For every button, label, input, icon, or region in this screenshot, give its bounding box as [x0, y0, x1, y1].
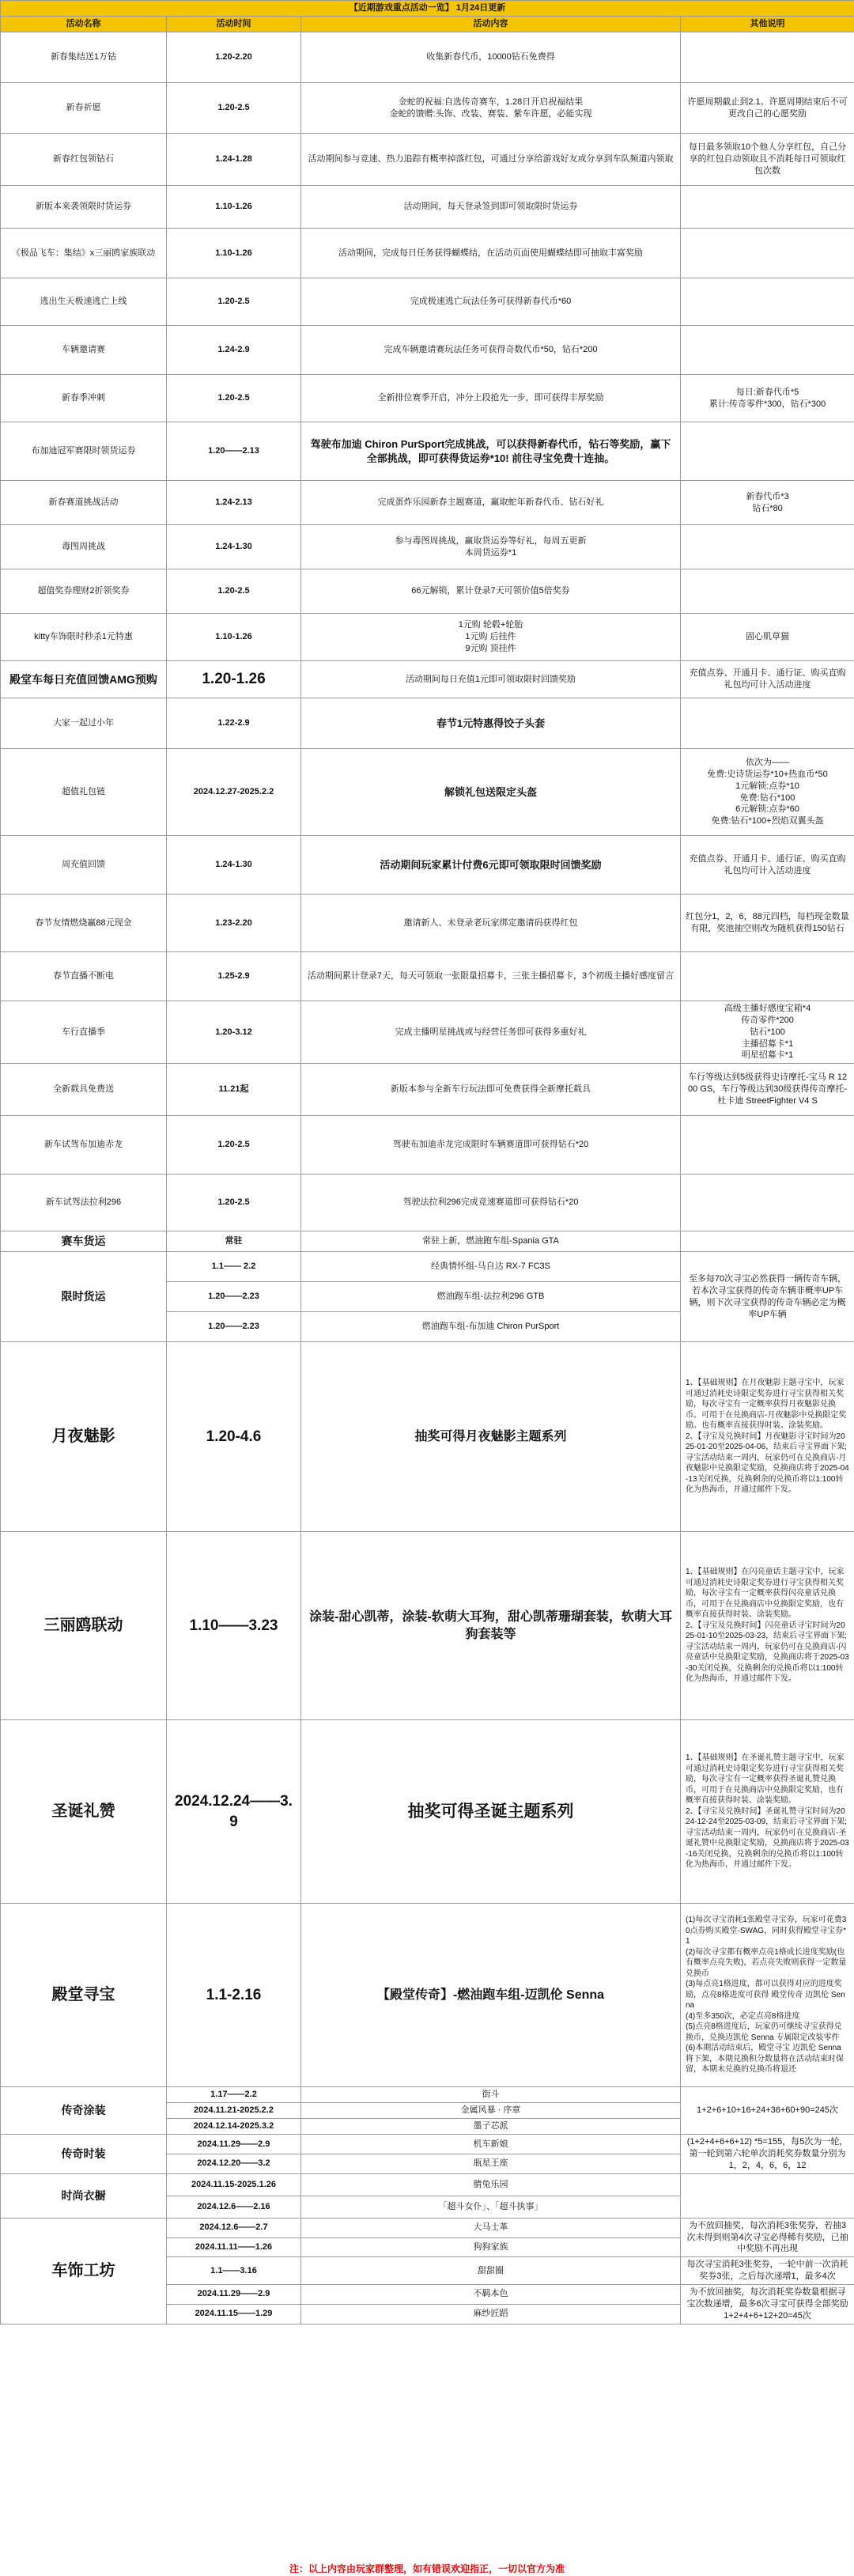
big-activity-note: (1)每次寻宝消耗1张殿堂寻宝券，玩家可花费30点券购买殿堂-SWAG，同时获得殿堂寻宝券*1 (2)每次寻宝都有概率点亮1格成长进度奖励(也有概率点亮失败)，若点亮失败则获得一定数量兑换币 (3)每点亮1格进度，都可以获得对应的进度奖励，点亮8格进度可获得 殿堂传奇 迈凯伦 Senna (4)至多350次，必定点亮8格进度 (5)点亮8格进度后，玩家仍可继续寻宝获得兑换币，兑换迈凯伦 Senna 专属限定改装零件 (6)本期活动结束后，殿堂寻宝 迈凯伦 Senna 将下架，本期兑换积分数量将在活动结束时保留，本期未兑换的兑换币将退还 [681, 1904, 854, 2087]
table-row [1, 186, 854, 229]
table-row [1, 229, 854, 278]
activity-note: 车行等级达到5级获得史诗摩托-宝马 R 1200 GS，车行等级达到30级获得传奇摩托-杜卡迪 StreetFighter V4 S [681, 1064, 854, 1116]
activity-time: 1.24-2.9 [167, 326, 301, 375]
table-row [1, 2087, 854, 2103]
table-row [1, 836, 854, 895]
big-activity-note: 1、【基础规则】在月夜魅影主题寻宝中，玩家可通过消耗史诗限定奖券进行寻宝获得相关奖励，每次寻宝有一定概率获得月夜魅影兑换币。可用于在兑换商店-月夜魅影中兑换限定奖励。也有概率直接获得时装、涂装奖励。 2、【寻宝及兑换时间】月夜魅影寻宝时间为2025-01-20至2025-04-06，结束后寻宝界面下架;寻宝活动结束一周内，玩家仍可在兑换商店-月夜魅影中兑换限定奖励，兑换商店将于2025-04-13关闭兑换，兑换剩余的兑换币将以1:100转化为热海币，并通过邮件下发。 [681, 1342, 854, 1532]
activity-content: 完成极速逃亡玩法任务可获得新春代币*60 [301, 278, 681, 326]
activity-content: 活动期间每日充值1元即可领取限时回馈奖励 [301, 661, 681, 698]
table-row [1, 661, 854, 698]
legend_hat-content: 瓶星王座 [301, 2154, 681, 2173]
deco_rows-content: 大马士革 [301, 2218, 681, 2237]
legend_rows-content: 金属风暴 · 序章 [301, 2103, 681, 2119]
table-row [1, 481, 854, 525]
deco_rows-time: 1.1——3.16 [167, 2257, 301, 2285]
legend_rows-note: 1+2+6+10+16+24+36+60+90=245次 [681, 2087, 854, 2135]
activity-content: 驾驶布加迪 Chiron PurSport完成挑战，可以获得新春代币，钻石等奖励，赢下全部挑战，即可获得货运券*10! 前往寻宝免费十连抽。 [301, 422, 681, 481]
table-row [1, 698, 854, 749]
activity-content: 春节1元特惠得饺子头套 [301, 698, 681, 749]
table-row [1, 1904, 854, 2087]
cargo-limited-content: 经典情怀组-马自达 RX-7 FC3S [301, 1252, 681, 1282]
table-row [1, 422, 854, 481]
big-activity-content: 抽奖可得月夜魅影主题系列 [301, 1342, 681, 1532]
table-row [1, 326, 854, 375]
table-row [1, 525, 854, 569]
table-row [1, 749, 854, 836]
cargo-always-content: 常驻上新，燃油跑车组-Spania GTA [301, 1231, 681, 1252]
activity-content: 活动期间参与竞速、热力追踪有概率掉落红包，可通过分享给游戏好友或分享到车队频道内领取 [301, 134, 681, 186]
deco_rows-note: 为不放回抽奖，每次消耗3张奖券，若抽3次未得到则第4次寻宝必得稀有奖励，已抽中奖励不再出现 [681, 2218, 854, 2257]
deco_rows-content: 狗狗家族 [301, 2237, 681, 2257]
activity-name: 新春集结送1万钻 [1, 32, 167, 83]
activity-content: 解锁礼包送限定头盔 [301, 749, 681, 836]
big-activity-time: 2024.12.24——3.9 [167, 1720, 301, 1904]
activity-name: 毒图周挑战 [1, 525, 167, 569]
big-activity-name: 三丽鸥联动 [1, 1532, 167, 1720]
activity-content: 1元购 轮毂+轮胎 1元购 后挂件 9元购 顶挂件 [301, 614, 681, 661]
activity-note: 依次为—— 免费:史诗货运券*10+热血币*50 1元解锁:点券*10 免费:钻石*100 6元解锁:点券*60 免费:钻石*100+烈焰双翼头盔 [681, 749, 854, 836]
activity-note [681, 952, 854, 1001]
activity-time: 2024.12.27-2025.2.2 [167, 749, 301, 836]
big-activity-note: 1、【基础规则】在闪亮童话主题寻宝中，玩家可通过消耗史诗限定奖券进行寻宝获得相关奖励，每次寻宝有一定概率获得闪亮童话兑换币，可用于在兑换商店中兑换限定奖励，也有概率直接获得时装、涂装奖励。 2、【寻宝及兑换时间】闪亮童话寻宝时间为2025-01-10至2025-03-23，结束后寻宝界面下架;寻宝活动结束一周内，玩家仍可在兑换商店-闪亮童话中兑换限定奖励，兑换商店将于2025-03-30关闭兑换，兑换剩余的兑换币将以1:100转化为热海币，并通过邮件下发。 [681, 1532, 854, 1720]
fashion_rows-name: 时尚衣橱 [1, 2173, 167, 2218]
activity-name: 新春季冲刺 [1, 375, 167, 422]
activity-content: 邀请新人、未登录老玩家绑定邀请码获得红包 [301, 895, 681, 952]
deco_rows-name: 车饰工坊 [1, 2218, 167, 2324]
activity-content: 驾驶法拉利296完成竞速赛道即可获得钻石*20 [301, 1175, 681, 1231]
activity-note [681, 278, 854, 326]
activity-content: 收集新春代币，10000钻石免费得 [301, 32, 681, 83]
col-header-name: 活动名称 [1, 17, 167, 32]
activity-time: 11.21起 [167, 1064, 301, 1116]
activity-name: 周充值回馈 [1, 836, 167, 895]
cargo-limited-time: 1.20——2.23 [167, 1282, 301, 1312]
table-row [1, 83, 854, 134]
deco_rows-time: 2024.11.29——2.9 [167, 2284, 301, 2304]
activity-time: 1.20-2.5 [167, 1116, 301, 1175]
activity-note [681, 32, 854, 83]
activity-time: 1.20——2.13 [167, 422, 301, 481]
activity-time: 1.25-2.9 [167, 952, 301, 1001]
cargo-always-name: 赛车货运 [1, 1231, 167, 1252]
legend_rows-name: 传奇涂装 [1, 2087, 167, 2135]
activity-time: 1.23-2.20 [167, 895, 301, 952]
activity-note: 每日最多领取10个他人分享红包，自己分享的红包自动领取且不消耗每日可领取红包次数 [681, 134, 854, 186]
activity-name: 车行直播季 [1, 1001, 167, 1064]
activity-time: 1.24-1.28 [167, 134, 301, 186]
cargo-limited-content: 燃油跑车组-法拉利296 GTB [301, 1282, 681, 1312]
activity-note: 充值点券、开通月卡、通行证、购买直购礼包均可计入活动进度 [681, 661, 854, 698]
activity-content: 活动期间累计登录7天，每天可领取一张限量招募卡，三张主播招募卡，3个初级主播好感度留言 [301, 952, 681, 1001]
deco_rows-content: 麻纱匠蹈 [301, 2304, 681, 2324]
legend_rows-time: 2024.11.21-2025.2.2 [167, 2103, 301, 2119]
table-row [1, 1720, 854, 1904]
activity-name: 殿堂车每日充值回馈AMG预购 [1, 661, 167, 698]
big-activity-note: 1、【基础规则】在圣诞礼赞主题寻宝中，玩家可通过消耗史诗限定奖券进行寻宝获得相关奖励，每次寻宝有一定概率获得圣诞礼赞兑换币，可用于在兑换商店中兑换限定奖励，也有概率直接获得时装、涂装奖励。 2、【寻宝及兑换时间】圣诞礼赞寻宝时间为2024-12-24至2025-03-09，结束后寻宝界面下架;寻宝活动结束一周内，玩家仍可在兑换商店-圣诞礼赞中兑换限定奖励，兑换商店将于2025-03-16关闭兑换，兑换剩余的兑换币将以1:100转化为热海币，并通过邮件下发。 [681, 1720, 854, 1904]
activity-name: kitty车饰限时秒杀1元特惠 [1, 614, 167, 661]
activity-name: 超值礼包链 [1, 749, 167, 836]
cargo-always-time: 常驻 [167, 1231, 301, 1252]
cargo-limited-name: 限时货运 [1, 1252, 167, 1342]
activity-note [681, 569, 854, 614]
table-row [1, 32, 854, 83]
activity-time: 1.20-2.20 [167, 32, 301, 83]
activity-content: 活动期间玩家累计付费6元即可领取限时回馈奖励 [301, 836, 681, 895]
activity-note [681, 1116, 854, 1175]
activity-time: 1.24-1.30 [167, 525, 301, 569]
legend_hat-content: 机车新娘 [301, 2135, 681, 2154]
table-row [1, 569, 854, 614]
activity-content: 驾驶布加迪赤龙完成限时车辆赛道即可获得钻石*20 [301, 1116, 681, 1175]
deco_rows-note: 每次寻宝消耗3张奖券，一轮中前一次消耗奖券3张，之后每次递增1，最多4次 [681, 2257, 854, 2285]
table-row [1, 614, 854, 661]
activity-note: 高级主播好感度宝箱*4 传奇零件*200 钻石*100 主播招募卡*1 明星招募卡*1 [681, 1001, 854, 1064]
activity-name: 逃出生天极速逃亡上线 [1, 278, 167, 326]
activity-time: 1.10-1.26 [167, 229, 301, 278]
activity-time: 1.20-2.5 [167, 278, 301, 326]
legend_hat-time: 2024.11.29——2.9 [167, 2135, 301, 2154]
big-activity-content: 抽奖可得圣诞主题系列 [301, 1720, 681, 1904]
activity-content: 活动期间，完成每日任务获得蝴蝶结，在活动页面使用蝴蝶结即可抽取丰富奖励 [301, 229, 681, 278]
table-row [1, 2135, 854, 2154]
activity-name: 车辆邀请赛 [1, 326, 167, 375]
legend_rows-content: 街斗 [301, 2087, 681, 2103]
activity-name: 大家一起过小年 [1, 698, 167, 749]
table-row [1, 1231, 854, 1252]
fashion_rows-note [681, 2173, 854, 2218]
big-activity-time: 1.10——3.23 [167, 1532, 301, 1720]
activity-content: 参与毒图周挑战，赢取货运券等好礼，每周五更新 本周货运券*1 [301, 525, 681, 569]
footer-disclaimer: 注：以上内容由玩家群整理，如有错误欢迎指正，一切以官方为准 [289, 2563, 565, 2574]
table-row [1, 895, 854, 952]
cargo-limited-time: 1.1—— 2.2 [167, 1252, 301, 1282]
activity-note [681, 422, 854, 481]
activity-content: 完成车辆邀请赛玩法任务可获得奇数代币*50，钻石*200 [301, 326, 681, 375]
activity-content: 金蛇的祝福:自选传奇赛车，1.28日开启祝福结果 金蛇的馈赠:头饰、改装、赛装、紫车许愿，必能实现 [301, 83, 681, 134]
table-row [1, 952, 854, 1001]
activity-name: 新版本来袭领限时货运券 [1, 186, 167, 229]
activity-time: 1.22-2.9 [167, 698, 301, 749]
activity-name: 新春红包领钻石 [1, 134, 167, 186]
big-activity-content: 涂装-甜心凯蒂，涂装-软萌大耳狗，甜心凯蒂珊瑚套装，软萌大耳狗套装等 [301, 1532, 681, 1720]
activity-content: 活动期间，每天登录签到即可领取限时货运券 [301, 186, 681, 229]
deco_rows-time: 2024.11.15——1.29 [167, 2304, 301, 2324]
activity-note [681, 525, 854, 569]
table-row [1, 1175, 854, 1231]
table-row [1, 1064, 854, 1116]
activity-name: 新车试驾法拉利296 [1, 1175, 167, 1231]
table-row [1, 1532, 854, 1720]
legend_hat-note: (1+2+4+6+6+12) *5=155，每5次为一轮，第一轮到第六轮单次消耗奖券数量分别为1，2，4，6，6，12 [681, 2135, 854, 2174]
deco_rows-time: 2024.11.11——1.26 [167, 2237, 301, 2257]
cargo-note: 至多每70次寻宝必然获得一辆传奇车辆，若本次寻宝获得的传奇车辆非概率UP车辆，则下次寻宝获得的传奇车辆必定为概率UP车辆 [681, 1252, 854, 1342]
sheet-title: 【近期游戏重点活动一览】 1月24日更新 [1, 1, 854, 17]
col-header-content: 活动内容 [301, 17, 681, 32]
activity-note [681, 229, 854, 278]
activity-time: 1.20-2.5 [167, 375, 301, 422]
fashion_rows-content: 「超斗女仆」、「超斗执事」 [301, 2196, 681, 2218]
activity-time: 1.24-2.13 [167, 481, 301, 525]
cargo-limited-time: 1.20——2.23 [167, 1312, 301, 1342]
big-activity-content: 【殿堂传奇】-燃油跑车组-迈凯伦 Senna [301, 1904, 681, 2087]
table-row [1, 278, 854, 326]
activity-content: 66元解锁，累计登录7天可领价值5倍奖券 [301, 569, 681, 614]
activity-note: 许愿周期截止到2.1。许愿周期结束后不可更改自己的心愿奖励 [681, 83, 854, 134]
legend_rows-time: 1.17——2.2 [167, 2087, 301, 2103]
activity-name: 新车试驾布加迪赤龙 [1, 1116, 167, 1175]
fashion_rows-time: 2024.11.15-2025.1.26 [167, 2173, 301, 2196]
activity-name: 《极品飞车：集结》x三丽鸥家族联动 [1, 229, 167, 278]
activity-name: 布加迪冠军赛限时领货运券 [1, 422, 167, 481]
big-activity-name: 月夜魅影 [1, 1342, 167, 1532]
activity-time: 1.20-1.26 [167, 661, 301, 698]
activity-note: 充值点券、开通月卡、通行证、购买直购礼包均可计入活动进度 [681, 836, 854, 895]
table-row [1, 1001, 854, 1064]
activity-content: 全新排位赛季开启，冲分上段抢先一步，即可获得丰厚奖励 [301, 375, 681, 422]
deco_rows-content: 甜甜圈 [301, 2257, 681, 2285]
activity-note [681, 186, 854, 229]
activity-time: 1.10-1.26 [167, 614, 301, 661]
activity-content: 新版本参与全新车行玩法即可免费获得全新摩托载具 [301, 1064, 681, 1116]
activity-time: 1.10-1.26 [167, 186, 301, 229]
deco_rows-time: 2024.12.6——2.7 [167, 2218, 301, 2237]
legend_hat-name: 传奇时装 [1, 2135, 167, 2174]
fashion_rows-time: 2024.12.6——2.16 [167, 2196, 301, 2218]
big-activity-time: 1.20-4.6 [167, 1342, 301, 1532]
activity-name: 新春赛道挑战活动 [1, 481, 167, 525]
activity-note: 固心肌草猫 [681, 614, 854, 661]
legend_rows-time: 2024.12.14-2025.3.2 [167, 2119, 301, 2135]
big-activity-time: 1.1-2.16 [167, 1904, 301, 2087]
activity-time: 1.24-1.30 [167, 836, 301, 895]
table-row [1, 1342, 854, 1532]
activity-note [681, 326, 854, 375]
fashion_rows-content: 腈兔乐园 [301, 2173, 681, 2196]
deco_rows-note: 为不放回抽奖，每次消耗奖券数量根据寻宝次数递增，最多6次寻宝可获得全部奖励1+2+4+6+12+20=45次 [681, 2284, 854, 2324]
activity-note: 红包分1，2，6，88元四档，每档现金数量有限，奖池抽空则改为随机获得150钻石 [681, 895, 854, 952]
activity-note [681, 698, 854, 749]
activity-name: 超值奖券理财2折领奖券 [1, 569, 167, 614]
activity-name: 春节友情燃烧赢88元现金 [1, 895, 167, 952]
cargo-limited-content: 燃油跑车组-布加迪 Chiron PurSport [301, 1312, 681, 1342]
activity-note [681, 1175, 854, 1231]
activity-content: 完成蛋炸乐园新春主题赛道，赢取蛇年新春代币、钻石好礼 [301, 481, 681, 525]
legend_hat-time: 2024.12.20——3.2 [167, 2154, 301, 2173]
activity-time: 1.20-3.12 [167, 1001, 301, 1064]
table-row [1, 2218, 854, 2237]
activity-time: 1.20-2.5 [167, 1175, 301, 1231]
cargo-always-note [681, 1231, 854, 1252]
activity-note: 每日:新春代币*5 累计:传奇零件*300，钻石*300 [681, 375, 854, 422]
table-row [1, 2173, 854, 2196]
activity-time: 1.20-2.5 [167, 83, 301, 134]
table-row [1, 375, 854, 422]
deco_rows-content: 不羁本色 [301, 2284, 681, 2304]
big-activity-name: 圣诞礼赞 [1, 1720, 167, 1904]
activity-name: 全新载具免费送 [1, 1064, 167, 1116]
activity-note: 新春代币*3 钻石*80 [681, 481, 854, 525]
col-header-time: 活动时间 [167, 17, 301, 32]
activity-content: 完成主播明星挑战或与经营任务即可获得多重好礼 [301, 1001, 681, 1064]
table-row [1, 1116, 854, 1175]
col-header-note: 其他说明 [681, 17, 854, 32]
table-row [1, 134, 854, 186]
legend_rows-content: 墨子芯派 [301, 2119, 681, 2135]
activity-name: 新春祈愿 [1, 83, 167, 134]
activity-time: 1.20-2.5 [167, 569, 301, 614]
big-activity-name: 殿堂寻宝 [1, 1904, 167, 2087]
activity-name: 春节直播不断电 [1, 952, 167, 1001]
table-row [1, 1252, 854, 1282]
